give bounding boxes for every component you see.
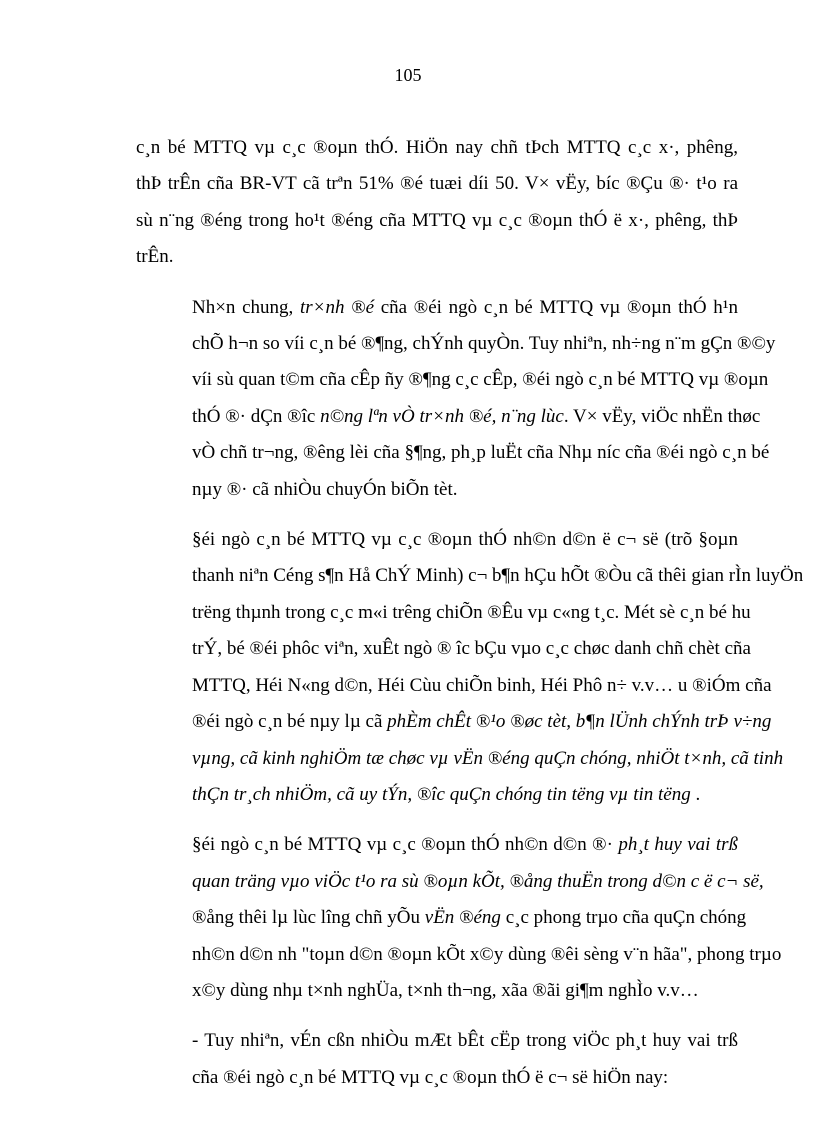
text-run: - Tuy nhiªn, vÉn cßn nhiÒu mÆt bÊt cËp trong viÖc ph¸t huy vai trß — [192, 1030, 738, 1052]
text-line — [136, 668, 772, 704]
italic-text: vµng, cã kinh nghiÖm tæ chøc vµ vËn ®éng quÇn chóng, nhiÖt t×nh, cã tinh — [192, 747, 784, 769]
text-run: thÞ trÊn cña BR-VT cã trªn 51% ®é tuæi díi 50. V× vËy, bíc ®Çu ®· t¹o ra — [136, 173, 738, 195]
text-run: nh©n d©n nh "toµn d©n ®oµn kÕt x©y dùng ®êi sèng v¨n hãa", phong trµo — [192, 943, 782, 965]
text-line — [136, 558, 804, 594]
text-run: thanh niªn Céng s¶n Hå ChÝ Minh) c¬ b¶n hÇu hÕt ®Òu cã thêi gian rÌn luyÖn — [192, 565, 804, 587]
text-line — [136, 595, 751, 631]
italic-text: phÈm chÊt ®¹o ®øc tèt, b¶n lÜnh chÝnh trÞ v÷ng — [387, 711, 772, 733]
italic-text: n©ng lªn vÒ tr×nh ®é, n¨ng lùc — [320, 405, 564, 427]
text-line — [136, 130, 738, 166]
text-line — [136, 290, 738, 326]
text-line — [136, 1060, 738, 1096]
italic-text: ph¸t huy vai trß — [618, 834, 738, 856]
paragraph — [136, 1023, 738, 1096]
italic-text: vËn ®éng — [424, 907, 501, 929]
italic-text: tr×nh ®é — [300, 296, 375, 318]
text-run: MTTQ, Héi N«ng d©n, Héi Cùu chiÕn binh, Héi Phô n÷ v.v… u ®iÓm cña — [192, 674, 772, 696]
text-line — [136, 864, 764, 900]
text-run: x©y dùng nhµ t×nh nghÜa, t×nh th¬ng, xãa ®ãi gi¶m nghÌo v.v… — [192, 979, 699, 1001]
text-line — [136, 399, 761, 435]
text-run: chÕ h¬n so víi c¸n bé ®¶ng, chÝnh quyÒn. Tuy nhiªn, nh÷ng n¨m gÇn ®©y — [192, 333, 776, 355]
text-run: . V× vËy, viÖc nhËn thøc — [563, 405, 761, 427]
page-number: 105 — [394, 65, 422, 85]
text-run: sù n¨ng ®éng trong ho¹t ®éng cña MTTQ vµ c¸c ®oµn thÓ ë x·, phêng, thÞ — [136, 209, 738, 231]
paragraph — [136, 130, 738, 276]
paragraph — [136, 522, 804, 813]
text-line — [136, 362, 769, 398]
italic-text: quan träng vµo viÖc t¹o ra sù ®oµn kÕt, ®ång thuËn trong d©n c ë c¬ së, — [192, 870, 764, 892]
text-run: Nh×n chung, — [192, 296, 300, 318]
text-line — [136, 472, 738, 508]
text-line — [136, 435, 770, 471]
text-run: nµy ®· cã nhiÒu chuyÓn biÕn tèt. — [192, 478, 458, 500]
text-line — [136, 973, 738, 1009]
text-run: cña ®éi ngò c¸n bé MTTQ vµ c¸c ®oµn thÓ ë c¬ së hiÖn nay: — [192, 1066, 669, 1088]
text-run: c¸n bé MTTQ vµ c¸c ®oµn thÓ. HiÖn nay chñ tÞch MTTQ c¸c x·, phêng, — [136, 137, 738, 158]
text-line — [136, 900, 747, 936]
text-run: trëng thµnh trong c¸c m«i trêng chiÕn ®Êu vµ c«ng t¸c. Mét sè c¸n bé hu — [192, 601, 751, 623]
text-line — [136, 777, 738, 813]
text-run: trÊn. — [136, 246, 174, 268]
text-line — [136, 203, 738, 239]
text-run: §éi ngò c¸n bé MTTQ vµ c¸c ®oµn thÓ nh©n d©n ®· — [192, 834, 619, 856]
text-run: vÒ chñ tr¬ng, ®êng lèi cña §¶ng, ph¸p luËt cña Nhµ níc cña ®éi ngò c¸n bé — [192, 442, 770, 464]
text-line — [136, 522, 738, 558]
paragraph — [136, 290, 776, 508]
text-run: §éi ngò c¸n bé MTTQ vµ c¸c ®oµn thÓ nh©n d©n ë c¬ së (trõ §oµn — [192, 529, 738, 551]
text-run: c¸c phong trµo cña quÇn chóng — [500, 907, 747, 929]
italic-text: thÇn tr¸ch nhiÖm, cã uy tÝn, ®îc quÇn chóng tin tëng vµ tin tëng — [192, 783, 691, 805]
text-run: ®éi ngò c¸n bé nµy lµ cã — [192, 711, 388, 733]
text-run: víi sù quan t©m cña cÊp ñy ®¶ng c¸c cÊp, ®éi ngò c¸n bé MTTQ vµ ®oµn — [192, 369, 769, 391]
text-run: cña ®éi ngò c¸n bé MTTQ vµ ®oµn thÓ h¹n — [374, 296, 738, 318]
body-text — [136, 130, 804, 1110]
text-line — [136, 937, 782, 973]
text-line — [136, 631, 751, 667]
text-run: . — [690, 783, 701, 805]
text-line — [136, 239, 738, 275]
text-run: trÝ, bé ®éi phôc viªn, xuÊt ngò ® îc bÇu vµo c¸c chøc danh chñ chèt cña — [192, 638, 751, 660]
text-line — [136, 704, 772, 740]
text-line — [136, 827, 738, 863]
text-line — [136, 166, 738, 202]
text-line — [136, 1023, 738, 1059]
text-run: thÓ ®· dÇn ®îc — [192, 405, 321, 427]
text-line — [136, 326, 776, 362]
text-run: ®ång thêi lµ lùc lîng chñ yÕu — [192, 907, 425, 929]
paragraph — [136, 827, 782, 1009]
text-line — [136, 741, 784, 777]
